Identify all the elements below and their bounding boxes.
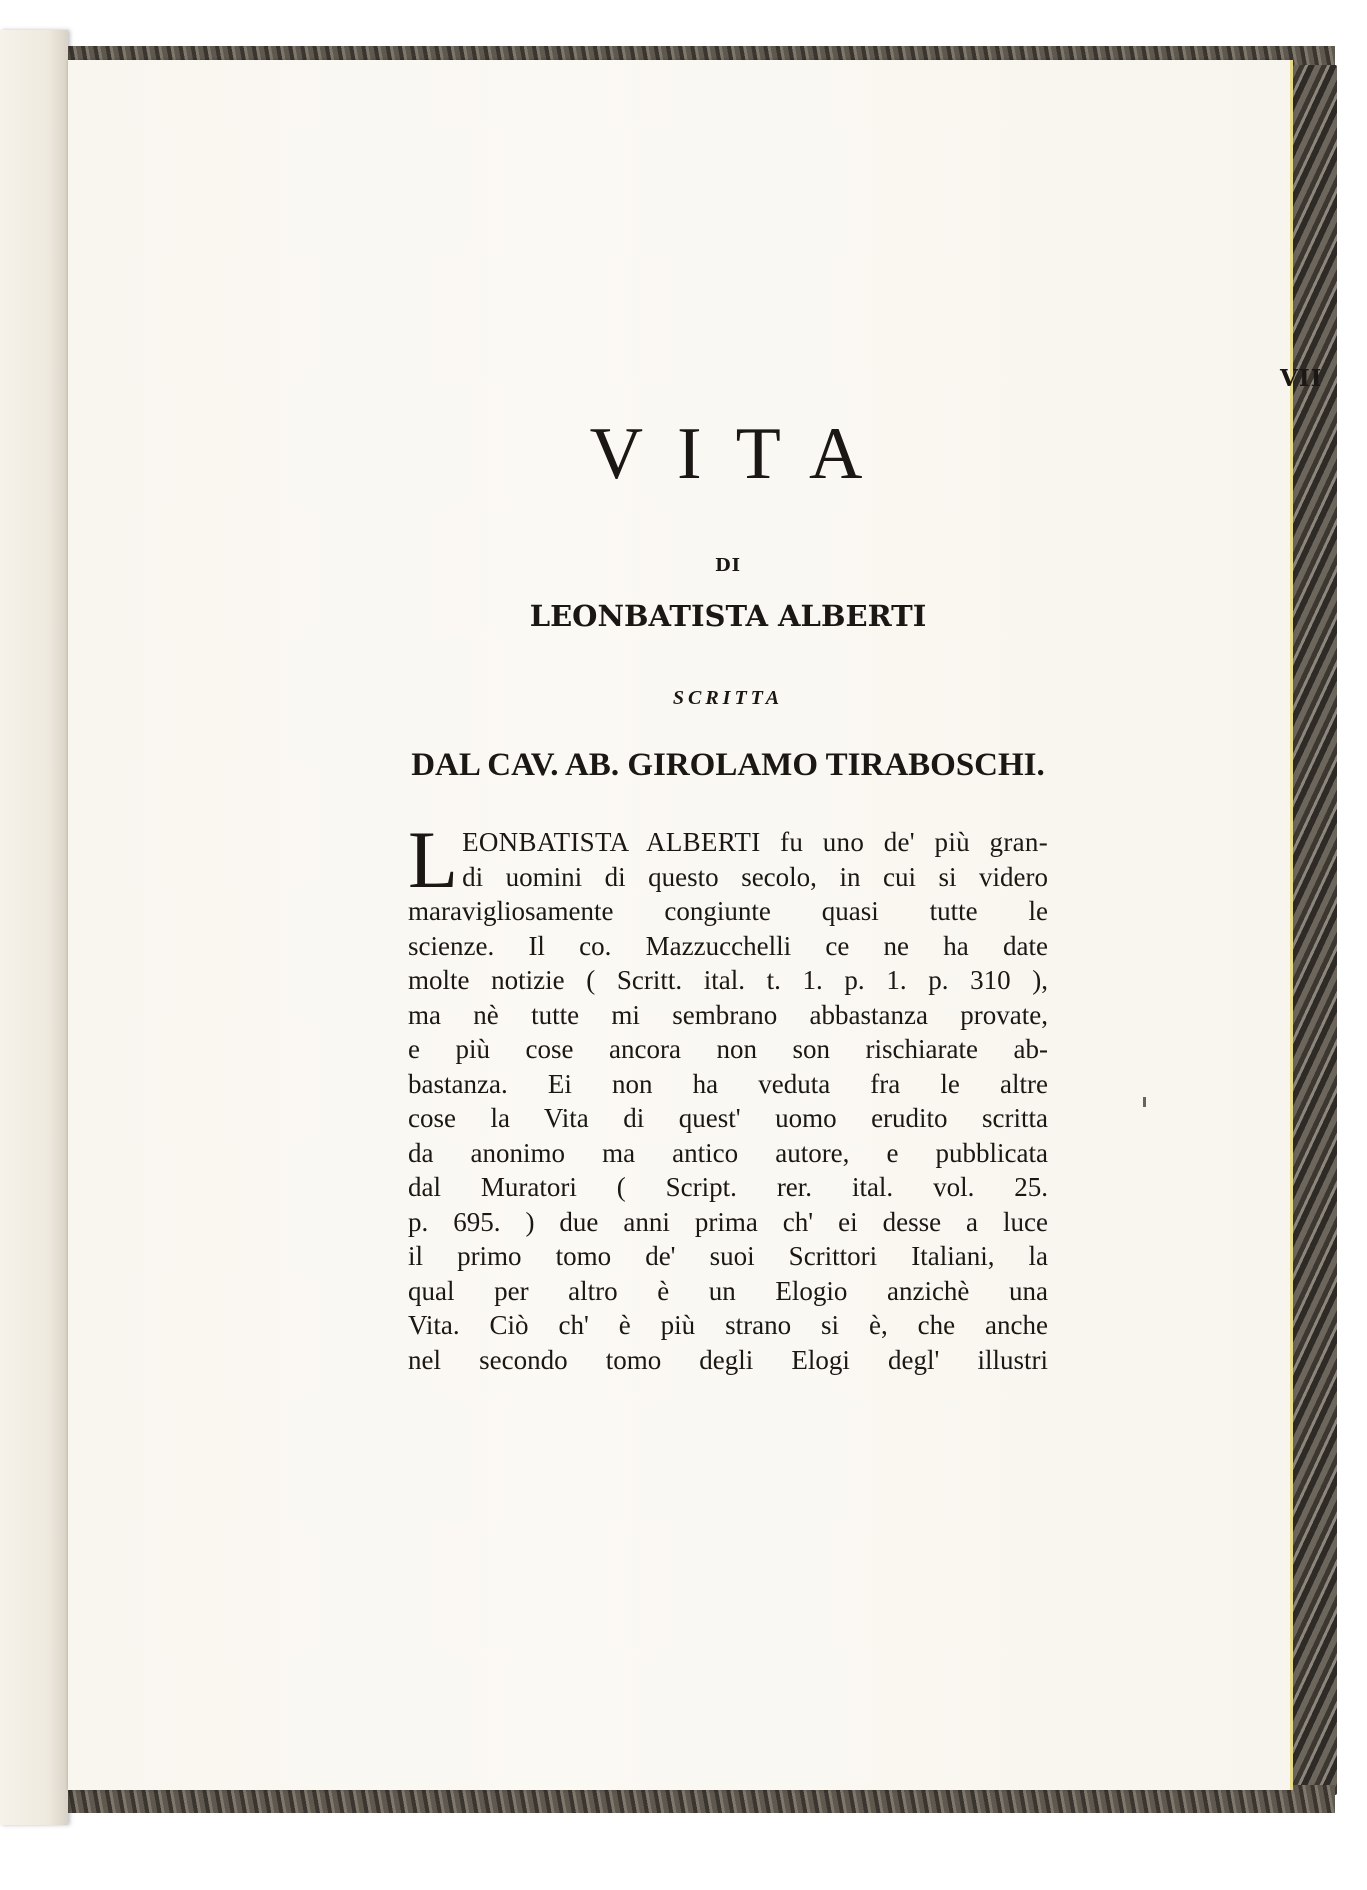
drop-cap: L bbox=[408, 814, 459, 905]
text-line: molte notizie ( Scritt. ital. t. 1. p. 1. p. 310 ), bbox=[408, 965, 1048, 995]
book-page bbox=[68, 60, 1323, 1790]
text-line: EONBATISTA ALBERTI fu uno de' più gran- bbox=[462, 827, 1048, 857]
facing-page-edge bbox=[0, 30, 68, 1825]
text-line: dal Muratori ( Script. rer. ital. vol. 25. bbox=[408, 1172, 1048, 1202]
text-line: di uomini di questo secolo, in cui si videro bbox=[462, 861, 1048, 892]
text-line: nel secondo tomo degli Elogi degl' illustri bbox=[408, 1344, 1048, 1375]
margin-mark bbox=[1143, 1097, 1146, 1107]
text-line: il primo tomo de' suoi Scrittori Italiani, la bbox=[408, 1241, 1048, 1271]
author-line: DAL CAV. AB. GIROLAMO TIRABOSCHI. bbox=[411, 747, 1045, 783]
page-title: VITA bbox=[589, 413, 897, 495]
body-text bbox=[408, 814, 1048, 1377]
text-line: scienze. Il co. Mazzucchelli ce ne ha date bbox=[408, 930, 1048, 961]
text-line: qual per altro è un Elogio anzichè una bbox=[408, 1275, 1048, 1306]
text-line: cose la Vita di quest' uomo erudito scritta bbox=[408, 1103, 1048, 1133]
subject-name: LEONBATISTA ALBERTI bbox=[529, 599, 927, 633]
text-line: p. 695. ) due anni prima ch' ei desse a luce bbox=[408, 1206, 1048, 1237]
text-line: da anonimo ma antico autore, e pubblicata bbox=[408, 1137, 1048, 1168]
text-line: maravigliosamente congiunte quasi tutte le bbox=[408, 896, 1048, 926]
page-number: VII bbox=[1280, 365, 1323, 392]
text-line: e più cose ancora non son rischiarate ab- bbox=[408, 1034, 1048, 1064]
text-line: ma nè tutte mi sembrano abbastanza provate, bbox=[408, 999, 1048, 1030]
text-line: bastanza. Ei non ha veduta fra le altre bbox=[408, 1068, 1048, 1099]
text-line: Vita. Ciò ch' è più strano si è, che anche bbox=[408, 1310, 1048, 1340]
title-connector: DI bbox=[714, 555, 742, 576]
scritta-label: SCRITTA bbox=[672, 687, 784, 709]
marbled-cover-edge bbox=[1293, 65, 1337, 1795]
